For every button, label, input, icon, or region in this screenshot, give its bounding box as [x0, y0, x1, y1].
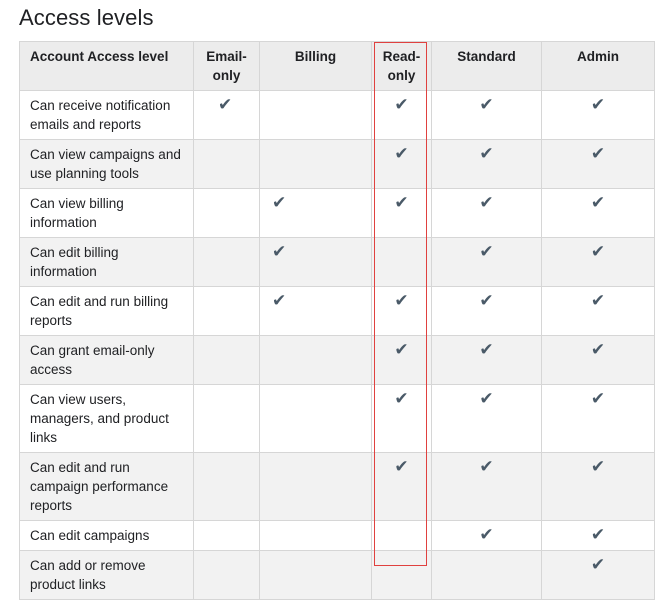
- column-header-standard: Standard: [432, 42, 542, 91]
- checkmark-icon: ✔: [590, 389, 606, 409]
- cell-admin: [542, 336, 655, 385]
- table-row: [20, 287, 655, 336]
- cell-read-only: [372, 385, 432, 453]
- permission-cell: Can grant email-only access: [20, 336, 194, 385]
- table-row: [20, 140, 655, 189]
- checkmark-icon: ✔: [479, 389, 494, 409]
- checkmark-icon: ✔: [479, 193, 494, 213]
- checkmark-icon: ✔: [479, 242, 494, 262]
- checkmark-icon: ✔: [479, 457, 494, 477]
- checkmark-icon: ✔: [479, 144, 494, 164]
- permission-cell: Can add or remove product links: [20, 551, 194, 600]
- page-title: Access levels: [19, 5, 154, 30]
- checkmark-icon: ✔: [590, 457, 606, 477]
- cell-email-only: [194, 336, 260, 385]
- checkmark-icon: ✔: [394, 457, 409, 477]
- checkmark-icon: ✔: [590, 242, 606, 262]
- checkmark-icon: ✔: [590, 555, 606, 575]
- checkmark-icon: ✔: [590, 144, 606, 164]
- cell-billing: [260, 238, 372, 287]
- checkmark-icon: ✔: [479, 95, 494, 115]
- cell-billing: [260, 189, 372, 238]
- checkmark-icon: ✔: [394, 291, 409, 311]
- cell-admin: [542, 385, 655, 453]
- checkmark-icon: ✔: [479, 340, 494, 360]
- permission-cell: Can view campaigns and use planning tools: [20, 140, 194, 189]
- cell-billing: [260, 91, 372, 140]
- cell-admin: [542, 287, 655, 336]
- cell-email-only: [194, 287, 260, 336]
- column-header-read-only: Read- only: [372, 42, 432, 91]
- table-row: [20, 521, 655, 551]
- table-row: [20, 336, 655, 385]
- cell-read-only: [372, 189, 432, 238]
- permission-cell: Can edit campaigns: [20, 521, 194, 551]
- permission-cell: Can view billing information: [20, 189, 194, 238]
- checkmark-icon: ✔: [272, 242, 287, 262]
- cell-read-only: [372, 140, 432, 189]
- checkmark-icon: ✔: [394, 389, 409, 409]
- checkmark-icon: ✔: [394, 340, 409, 360]
- cell-admin: [542, 238, 655, 287]
- cell-admin: [542, 551, 655, 600]
- cell-admin: [542, 140, 655, 189]
- checkmark-icon: ✔: [590, 95, 606, 115]
- cell-standard: [432, 521, 542, 551]
- permission-cell: Can edit and run billing reports: [20, 287, 194, 336]
- permission-cell: Can edit billing information: [20, 238, 194, 287]
- column-header-email-only: Email- only: [194, 42, 260, 91]
- cell-read-only: [372, 287, 432, 336]
- cell-admin: [542, 521, 655, 551]
- checkmark-icon: ✔: [590, 340, 606, 360]
- column-header-admin: Admin: [542, 42, 655, 91]
- checkmark-icon: ✔: [590, 525, 606, 545]
- access-levels-table: [19, 41, 655, 600]
- cell-read-only: [372, 551, 432, 600]
- column-header-account-access-level: Account Access level: [20, 42, 194, 91]
- checkmark-icon: ✔: [272, 193, 287, 213]
- cell-billing: [260, 453, 372, 521]
- cell-read-only: [372, 453, 432, 521]
- cell-email-only: [194, 521, 260, 551]
- cell-billing: [260, 521, 372, 551]
- permission-cell: Can view users, managers, and product links: [20, 385, 194, 453]
- cell-billing: [260, 385, 372, 453]
- table-body: [20, 91, 655, 600]
- checkmark-icon: ✔: [218, 95, 233, 115]
- checkmark-icon: ✔: [590, 193, 606, 213]
- checkmark-icon: ✔: [394, 193, 409, 213]
- cell-standard: [432, 238, 542, 287]
- cell-admin: [542, 189, 655, 238]
- cell-read-only: [372, 91, 432, 140]
- cell-read-only: [372, 521, 432, 551]
- table-row: [20, 551, 655, 600]
- cell-admin: [542, 453, 655, 521]
- checkmark-icon: ✔: [394, 95, 409, 115]
- cell-read-only: [372, 238, 432, 287]
- cell-billing: [260, 336, 372, 385]
- cell-billing: [260, 287, 372, 336]
- cell-email-only: [194, 140, 260, 189]
- cell-standard: [432, 140, 542, 189]
- table-row: [20, 238, 655, 287]
- cell-email-only: [194, 238, 260, 287]
- cell-billing: [260, 140, 372, 189]
- permission-cell: Can edit and run campaign performance reports: [20, 453, 194, 521]
- cell-email-only: [194, 385, 260, 453]
- cell-admin: [542, 91, 655, 140]
- cell-email-only: [194, 189, 260, 238]
- table-header-row: [20, 42, 655, 91]
- table-row: [20, 91, 655, 140]
- cell-standard: [432, 287, 542, 336]
- cell-standard: [432, 385, 542, 453]
- table-row: [20, 453, 655, 521]
- cell-standard: [432, 551, 542, 600]
- checkmark-icon: ✔: [394, 144, 409, 164]
- cell-standard: [432, 336, 542, 385]
- cell-standard: [432, 189, 542, 238]
- table-row: [20, 189, 655, 238]
- cell-billing: [260, 551, 372, 600]
- column-header-billing: Billing: [260, 42, 372, 91]
- cell-email-only: [194, 551, 260, 600]
- cell-standard: [432, 91, 542, 140]
- cell-standard: [432, 453, 542, 521]
- checkmark-icon: ✔: [272, 291, 287, 311]
- cell-email-only: [194, 453, 260, 521]
- cell-read-only: [372, 336, 432, 385]
- checkmark-icon: ✔: [590, 291, 606, 311]
- checkmark-icon: ✔: [479, 525, 494, 545]
- table-row: [20, 385, 655, 453]
- permission-cell: Can receive notification emails and reports: [20, 91, 194, 140]
- cell-email-only: [194, 91, 260, 140]
- checkmark-icon: ✔: [479, 291, 494, 311]
